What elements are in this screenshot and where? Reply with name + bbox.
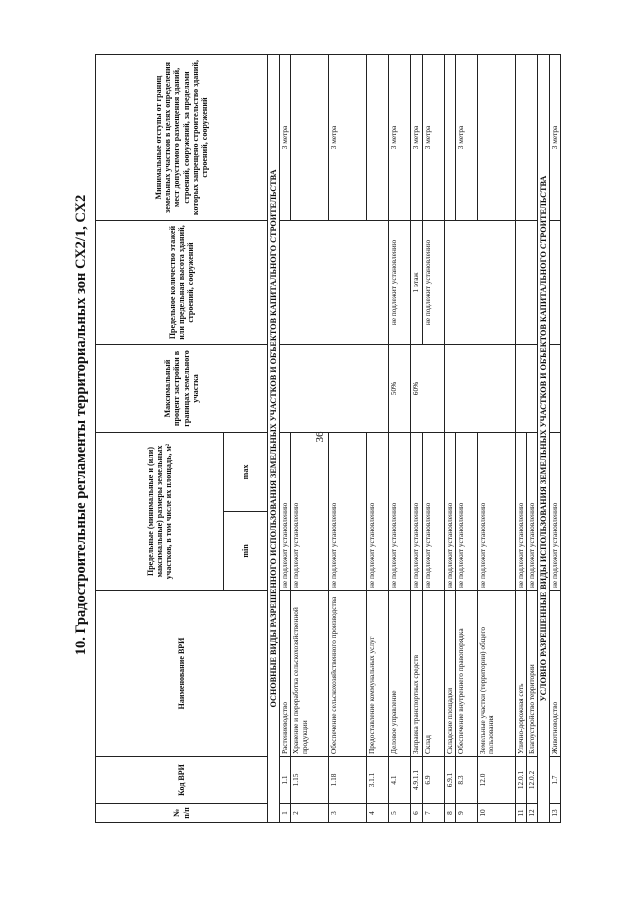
row-setback: 3 метра — [411, 55, 422, 221]
row-area: не подлежит установлению — [422, 433, 444, 591]
row-name: Предоставление коммунальных услуг — [367, 591, 389, 757]
row-name: Склад — [422, 591, 444, 757]
row-percent: 60% — [411, 345, 444, 433]
header-percent: Максимальный процент застройки в границах земельного участка — [96, 345, 268, 433]
regulations-table-container — [95, 55, 560, 823]
row-name: Заправка транспортных средств — [411, 591, 422, 757]
page-number: 36 — [314, 431, 326, 443]
regulations-table — [95, 54, 561, 823]
header-area: Предельные (минимальные и (или) максимальные) размеры земельных участков, в том числе их площадь, м² — [96, 433, 224, 591]
row-name: Складские площадки — [444, 591, 455, 757]
row-setback — [515, 55, 537, 221]
row-code: 1.18 — [329, 757, 367, 804]
row-num: 4 — [367, 804, 389, 823]
row-setback: 3 метра — [455, 55, 477, 221]
table-row — [444, 55, 455, 823]
row-code: 4.9.1.1 — [411, 757, 422, 804]
row-num: 13 — [550, 804, 561, 823]
row-percent: 50% — [389, 345, 411, 433]
row-num: 5 — [389, 804, 411, 823]
row-area: не подлежит установлению — [455, 433, 477, 591]
table-row — [329, 55, 367, 823]
table-row — [477, 55, 515, 823]
table-row — [422, 55, 444, 823]
header-setback: Минимальные отступы от границ земельных участков в целях определения мест допустимого размещения зданий, строений, сооружений, за пределами которых запрещено строительство зданий, строений, сооружений — [96, 55, 268, 221]
row-code: 1.15 — [291, 757, 329, 804]
row-percent — [550, 345, 561, 433]
table-row — [550, 55, 561, 823]
row-setback: 3 метра — [422, 55, 444, 221]
row-area: не подлежит установлению — [280, 433, 291, 591]
row-area: не подлежит установлению — [526, 433, 537, 591]
table-row — [455, 55, 477, 823]
row-code: 1.1 — [280, 757, 291, 804]
row-code: 12.0 — [477, 757, 515, 804]
row-name: Обеспечение внутреннего правопорядка — [455, 591, 477, 757]
row-name: Деловое управление — [389, 591, 411, 757]
header-floors: Предельное количество этажей или предельная высота зданий, строений, сооружений — [96, 221, 268, 345]
row-code: 6.9.1 — [444, 757, 455, 804]
row-area: не подлежит установлению — [411, 433, 422, 591]
row-percent — [444, 345, 515, 433]
row-area: не подлежит установлению — [389, 433, 411, 591]
row-num: 8 — [444, 804, 455, 823]
row-floors — [515, 221, 537, 345]
row-num: 9 — [455, 804, 477, 823]
row-floors — [280, 221, 389, 345]
row-code: 3.1.1 — [367, 757, 389, 804]
row-floors — [550, 221, 561, 345]
row-area: не подлежит установлению — [477, 433, 515, 591]
row-name: Животноводство — [550, 591, 561, 757]
row-num: 10 — [477, 804, 515, 823]
row-num: 12 — [526, 804, 537, 823]
row-area: не подлежит установлению — [444, 433, 455, 591]
row-setback: 3 метра — [389, 55, 411, 221]
row-name: Хранение и переработка сельскохозяйственной продукции — [291, 591, 329, 757]
row-code: 8.3 — [455, 757, 477, 804]
section-main-title: ОСНОВНЫЕ ВИДЫ РАЗРЕШЕННОГО ИСПОЛЬЗОВАНИЯ ЗЕМЕЛЬНЫХ УЧАСТКОВ И ОБЪЕКТОВ КАПИТАЛЬНОГО СТРОИТЕЛЬСТВА — [268, 55, 280, 823]
row-area: не подлежит установлению — [367, 433, 389, 591]
row-percent — [515, 345, 537, 433]
row-code: 12.0.1 — [515, 757, 526, 804]
row-floors: не подлежит установлению — [422, 221, 444, 345]
row-code: 12.0.2 — [526, 757, 537, 804]
row-code: 6.9 — [422, 757, 444, 804]
row-num: 1 — [280, 804, 291, 823]
row-setback — [444, 55, 455, 221]
row-floors: 1 этаж — [411, 221, 422, 345]
table-row — [389, 55, 411, 823]
row-area: не подлежит установлению — [329, 433, 367, 591]
row-floors — [444, 221, 515, 345]
row-name: Обеспечение сельскохозяйственного производства — [329, 591, 367, 757]
row-code: 4.1 — [389, 757, 411, 804]
header-code: Код ВРИ — [96, 757, 268, 804]
table-row — [280, 55, 291, 823]
header-name: Наименование ВРИ — [96, 591, 268, 757]
row-num: 11 — [515, 804, 526, 823]
row-num: 6 — [411, 804, 422, 823]
row-name: Улично-дорожная сеть — [515, 591, 526, 757]
header-area-max: max — [224, 433, 268, 512]
section-conditional-title: УСЛОВНО РАЗРЕШЕННЫЕ ВИДЫ ИСПОЛЬЗОВАНИЯ ЗЕМЕЛЬНЫХ УЧАСТКОВ И ОБЪЕКТОВ КАПИТАЛЬНОГО СТРОИТЕЛЬСТВА — [538, 55, 550, 823]
row-setback — [477, 55, 515, 221]
row-setback — [367, 55, 389, 221]
table-row — [367, 55, 389, 823]
row-area: не подлежит установлению — [291, 433, 329, 591]
table-row — [515, 55, 526, 823]
row-num: 3 — [329, 804, 367, 823]
table-row — [411, 55, 422, 823]
row-setback: 3 метра — [280, 55, 291, 221]
row-setback: 3 метра — [550, 55, 561, 221]
row-area: не подлежит установлению — [515, 433, 526, 591]
document-title: 10. Градостроительные регламенты территориальных зон СХ2/1, СХ2 — [73, 194, 89, 656]
header-area-min: min — [224, 512, 268, 591]
row-name: Благоустройство территории — [526, 591, 537, 757]
row-floors: не подлежит установлению — [389, 221, 411, 345]
row-name: Растениеводство — [280, 591, 291, 757]
row-setback — [291, 55, 329, 221]
row-code: 1.7 — [550, 757, 561, 804]
row-setback: 3 метра — [329, 55, 367, 221]
header-num: № п/п — [96, 804, 268, 823]
row-name: Земельные участки (территории) общего пользования — [477, 591, 515, 757]
row-num: 2 — [291, 804, 329, 823]
row-num: 7 — [422, 804, 444, 823]
row-area: не подлежит установлению — [550, 433, 561, 591]
table-row — [291, 55, 329, 823]
row-percent — [280, 345, 389, 433]
